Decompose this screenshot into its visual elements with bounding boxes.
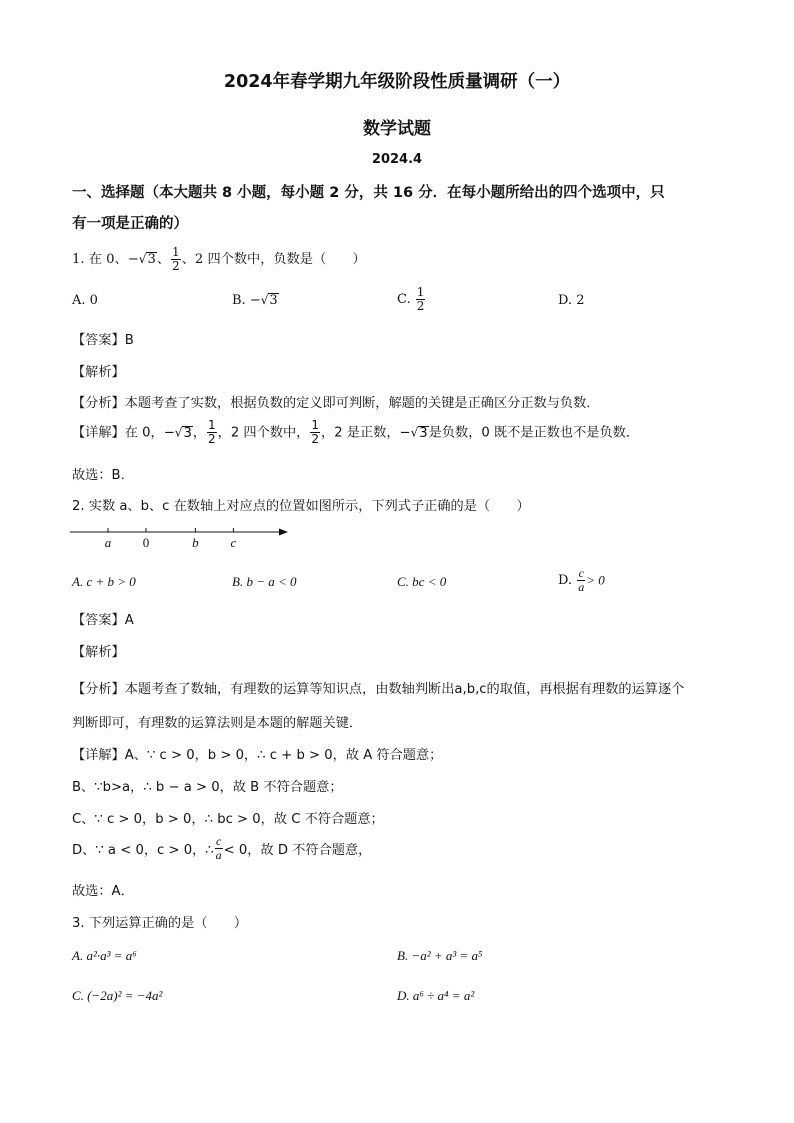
exam-subtitle: 数学试题	[363, 119, 431, 139]
q2-fenxi-line1: 【分析】本题考查了数轴，有理数的运算等知识点，由数轴判断出a,b,c的取值，再根据有理数的运算逐个	[72, 682, 685, 697]
q2-detail-d: D、∵ a < 0，c > 0，∴ $\frac{c}{a}$ < 0，故 D 不符合题意，	[72, 834, 372, 862]
q2-detail-a: 【详解】A、∵ c > 0，b > 0，∴ c + b > 0，故 A 符合题意；	[72, 748, 443, 763]
q1-answer: 【答案】B	[72, 333, 134, 348]
number-line-label-c: c	[230, 535, 237, 550]
q1-prefix: 1. 在 0、	[72, 252, 128, 267]
q1-suffix: 、2 四个数中，负数是（ ）	[181, 252, 366, 267]
number-line-label-0: 0	[142, 535, 150, 550]
q1-option-b: B. −√3	[232, 293, 278, 308]
section-heading-line2: 有一项是正确的）	[72, 216, 188, 232]
q2-option-b: B. b − a < 0	[232, 574, 297, 589]
q3-option-d: D. a⁶ ÷ a⁴ = a²	[397, 988, 475, 1003]
q3-option-b: B. −a² + a³ = a⁵	[397, 948, 483, 963]
q1-half-fraction: $\frac{1}{2}$	[172, 245, 180, 273]
q1-detail: 【详解】在 0，−√3， $\frac{1}{2}$ ，2 四个数中， $\frac{1}{2}$ ，2 是正数，−√3是负数，0 既不是正数也不是负数．	[72, 418, 640, 446]
q3-option-c: C. (−2a)² = −4a²	[72, 988, 163, 1003]
number-line-label-a: a	[104, 535, 112, 550]
number-line-label-b: b	[192, 535, 199, 550]
q2-choose: 故选：A．	[72, 884, 134, 899]
q1-neg-sqrt3: −√3	[127, 252, 156, 267]
number-line-arrow	[279, 529, 288, 536]
section-heading-line1: 一、选择题（本大题共 8 小题，每小题 2 分，共 16 分．在每小题所给出的四个选项中，只	[72, 185, 665, 201]
q2-option-c: C. bc < 0	[397, 574, 447, 589]
q1-choose: 故选：B．	[72, 468, 134, 483]
question-3-stem: 3. 下列运算正确的是（ ）	[72, 916, 248, 931]
q2-option-a: A. c + b > 0	[72, 574, 136, 589]
q2-detail-c: C、∵ c > 0，b > 0，∴ bc > 0，故 C 不符合题意；	[72, 812, 384, 827]
q1-option-a: A. 0	[72, 293, 98, 308]
q2-analysis-label: 【解析】	[72, 645, 125, 660]
q1-option-d: D. 2	[558, 293, 585, 308]
q2-option-d: D. $\frac{c}{a}$ > 0	[558, 566, 605, 594]
q2-fenxi-line2: 判断即可，有理数的运算法则是本题的解题关键．	[72, 716, 363, 731]
q2-answer: 【答案】A	[72, 613, 134, 628]
q1-fenxi: 【分析】本题考查了实数，根据负数的定义即可判断，解题的关键是正确区分正数与负数．	[72, 396, 600, 411]
q1-analysis-label: 【解析】	[72, 365, 125, 380]
number-line-figure	[68, 520, 293, 552]
question-1-stem: 1. 在 0、−√3、 $\frac{1}{2}$ 、2 四个数中，负数是（ ）	[72, 245, 366, 273]
exam-title: 2024年春学期九年级阶段性质量调研（一）	[223, 72, 571, 92]
q2-detail-b: B、∵b>a，∴ b − a > 0，故 B 不符合题意；	[72, 780, 343, 795]
q1-option-c: C. $\frac{1}{2}$	[397, 285, 425, 313]
question-2-stem: 2. 实数 a、b、c 在数轴上对应点的位置如图所示，下列式子正确的是（ ）	[72, 499, 530, 514]
q3-option-a: A. a²·a³ = a⁶	[72, 948, 137, 963]
exam-date: 2024.4	[371, 152, 423, 167]
